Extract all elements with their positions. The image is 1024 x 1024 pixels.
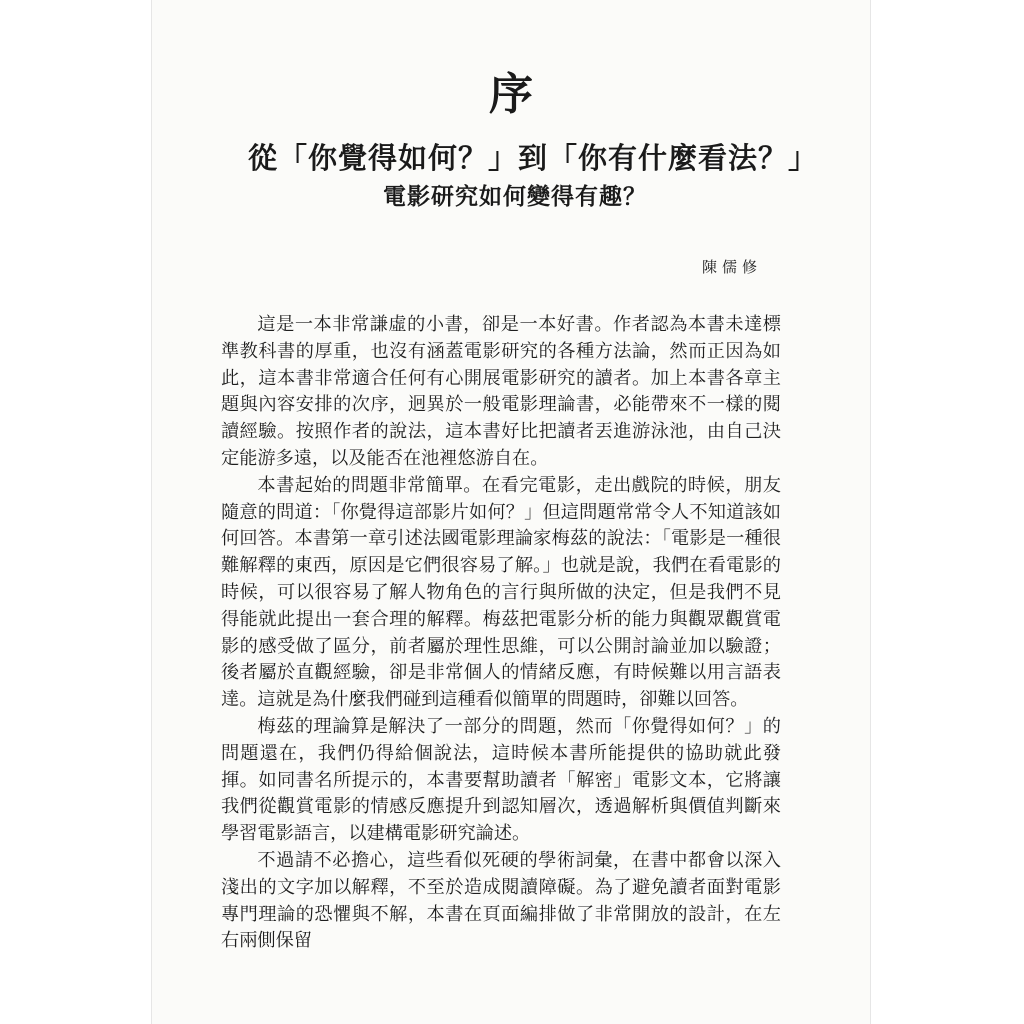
paragraph: 不過請不必擔心，這些看似死硬的學術詞彙，在書中都會以深入淺出的文字加以解釋，不至於造成閱讀障礙。為了避免讀者面對電影專門理論的恐懼與不解，本書在頁面編排做了非常開放的設計，在左右兩側保留	[221, 849, 781, 952]
preface-subtitle: 電影研究如何變得有趣？	[383, 183, 647, 210]
preface-title: 從「你覺得如何？」到「你有什麼看法？」	[248, 141, 819, 175]
preface-heading: 序	[489, 69, 533, 120]
body-text	[221, 312, 781, 955]
book-page	[152, 0, 870, 1024]
paragraph: 梅茲的理論算是解決了一部分的問題，然而「你覺得如何？」的問題還在，我們仍得給個說法，這時候本書所能提供的協助就此發揮。如同書名所提示的，本書要幫助讀者「解密」電影文本，它將讓我們從觀賞電影的情感反應提升到認知層次，透過解析與價值判斷來學習電影語言，以建構電影研究論述。	[221, 715, 781, 845]
paragraph: 本書起始的問題非常簡單。在看完電影，走出戲院的時候，朋友隨意的問道：「你覺得這部影片如何？」但這問題常常令人不知道該如何回答。本書第一章引述法國電影理論家梅茲的說法：「電影是一種很難解釋的東西，原因是它們很容易了解。」也就是說，我們在看電影的時候，可以很容易了解人物角色的言行與所做的決定，但是我們不見得能就此提出一套合理的解釋。梅茲把電影分析的能力與觀眾觀賞電影的感受做了區分，前者屬於理性思維，可以公開討論並加以驗證；後者屬於直觀經驗，卻是非常個人的情緒反應，有時候難以用言語表達。這就是為什麼我們碰到這種看似簡單的問題時，卻難以回答。	[221, 474, 781, 711]
paragraph: 這是一本非常謙虛的小書，卻是一本好書。作者認為本書未達標準教科書的厚重，也沒有涵蓋電影研究的各種方法論，然而正因為如此，這本書非常適合任何有心開展電影研究的讀者。加上本書各章主題與內容安排的次序，迥異於一般電影理論書，必能帶來不一樣的閱讀經驗。按照作者的說法，這本書好比把讀者丟進游泳池，由自己決定能游多遠，以及能否在池裡悠游自在。	[221, 314, 781, 469]
author-name: 陳儒修	[701, 258, 762, 276]
